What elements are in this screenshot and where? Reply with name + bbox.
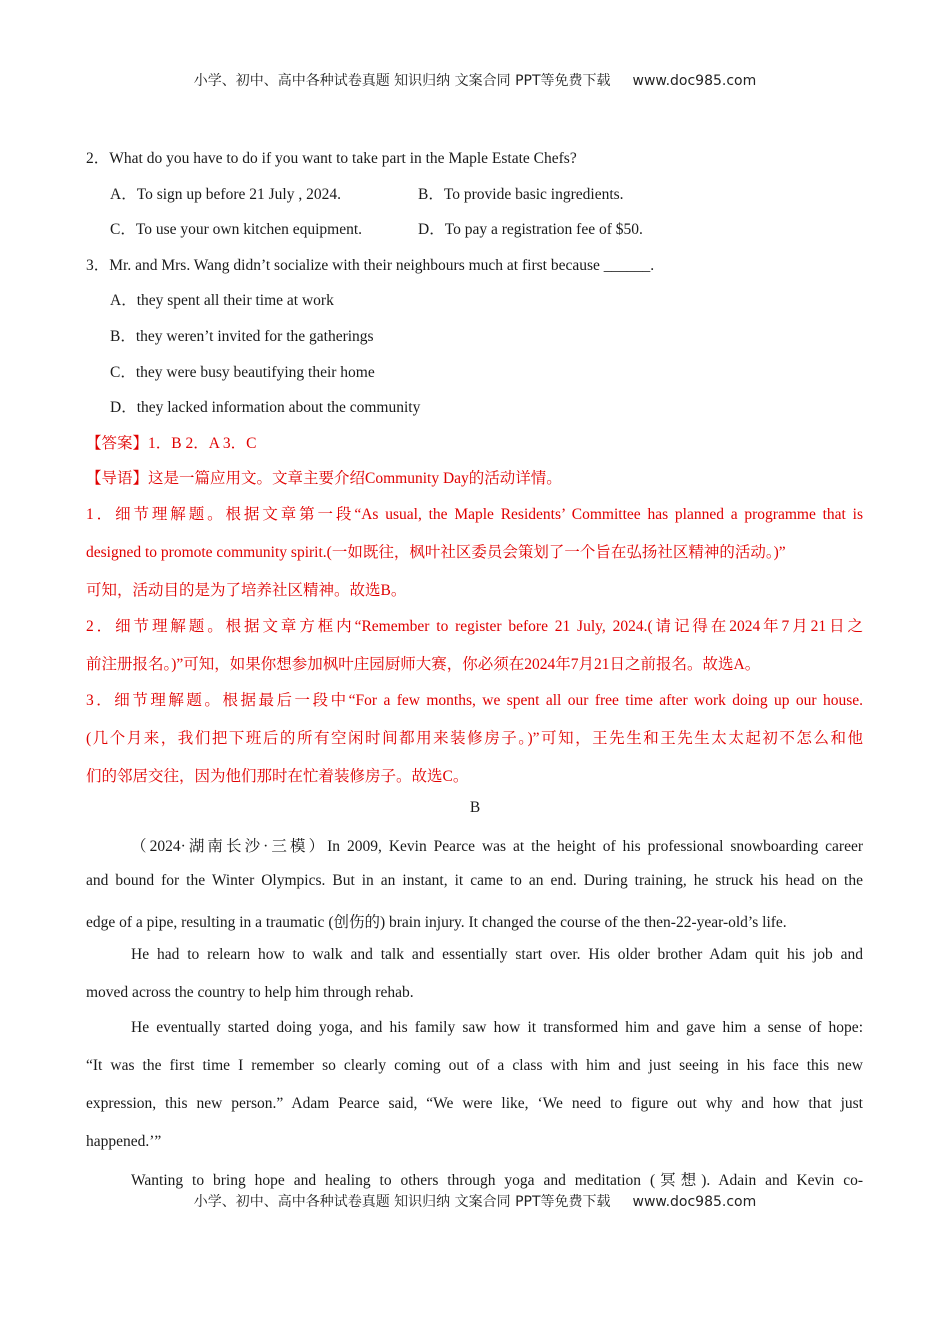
q2-option-c: C．To use your own kitchen equipment. [110, 221, 363, 238]
header-site: www.doc985.com [632, 73, 757, 89]
passage-p2-line-1: He had to relearn how to walk and talk and essentially start over. His older brother Adam quit his job and [131, 946, 863, 963]
explain-1-line-1: 1．细节理解题。根据文章第一段“As usual, the Maple Residents’ Committee has planned a programme that is [86, 506, 863, 523]
q3-option-a: A．they spent all their time at work [110, 292, 334, 309]
passage-p3-line-3: expression, this new person.” Adam Pearce said, “We were like, ‘We need to figure out why and how that just [86, 1095, 863, 1112]
passage-p3-line-4: happened.’” [86, 1133, 162, 1150]
passage-p2-line-2: moved across the country to help him through rehab. [86, 984, 414, 1001]
explain-1-line-3: 可知，活动目的是为了培养社区精神。故选B。 [86, 582, 407, 599]
passage-p1-line-3: edge of a pipe, resulting in a traumatic (创伤的) brain injury. It changed the course of the then-22-year-old’s life. [86, 914, 787, 931]
footer-text: 小学、初中、高中各种试卷真题 知识归纳 文案合同 PPT等免费下载 [193, 1194, 611, 1210]
q3-option-b: B．they weren’t invited for the gatherings [110, 328, 374, 345]
explain-2-line-1: 2．细节理解题。根据文章方框内“Remember to register before 21 July, 2024.(请记得在2024年7月21日之 [86, 618, 863, 635]
q3-option-c: C．they were busy beautifying their home [110, 364, 375, 381]
passage-p1-line-1: （2024·湖南长沙·三模）In 2009, Kevin Pearce was at the height of his professional snowboarding career [131, 838, 863, 855]
explain-1-line-2: designed to promote community spirit.(一如既往，枫叶社区委员会策划了一个旨在弘扬社区精神的活动。)” [86, 544, 786, 561]
footer-site: www.doc985.com [632, 1194, 757, 1210]
passage-p4-line-1: Wanting to bring hope and healing to others through yoga and meditation (冥想). Adain and Kevin co- [131, 1172, 863, 1189]
explain-3-line-2: (几个月来，我们把下班后的所有空闲时间都用来装修房子。)”可知，王先生和王先生太太起初不怎么和他 [86, 730, 863, 747]
q2-option-b: B．To provide basic ingredients. [418, 186, 624, 203]
section-b-heading: B [469, 799, 481, 816]
q2-option-a: A．To sign up before 21 July , 2024. [110, 186, 341, 203]
passage-p1-line-2: and bound for the Winter Olympics. But in an instant, it came to an end. During training, he struck his head on the [86, 872, 863, 889]
explain-3-line-3: 们的邻居交往，因为他们那时在忙着装修房子。故选C。 [86, 768, 469, 785]
explain-2-line-2: 前注册报名。)”可知，如果你想参加枫叶庄园厨师大赛，你必须在2024年7月21日之前报名。故选A。 [86, 656, 761, 673]
header-text: 小学、初中、高中各种试卷真题 知识归纳 文案合同 PPT等免费下载 [193, 73, 611, 89]
q3-option-d: D．they lacked information about the community [110, 399, 421, 416]
passage-p3-line-2: “It was the first time I remember so clearly coming out of a class with him and just seeing in his face this new [86, 1057, 863, 1074]
question-2-stem: 2．What do you have to do if you want to take part in the Maple Estate Chefs? [86, 150, 577, 167]
page-header [0, 70, 950, 90]
page-footer [0, 1191, 950, 1211]
guide-text: 【导语】这是一篇应用文。文章主要介绍Community Day的活动详情。 [86, 470, 562, 487]
answer-key: 【答案】1．B 2．A 3．C [86, 435, 257, 452]
passage-p3-line-1: He eventually started doing yoga, and his family saw how it transformed him and gave him a sense of hope: [131, 1019, 863, 1036]
explain-3-line-1: 3．细节理解题。根据最后一段中“For a few months, we spent all our free time after work doing up our house. [86, 692, 863, 709]
q2-option-d: D．To pay a registration fee of $50. [418, 221, 643, 238]
question-3-stem: 3．Mr. and Mrs. Wang didn’t socialize with their neighbours much at first because ______. [86, 257, 655, 274]
